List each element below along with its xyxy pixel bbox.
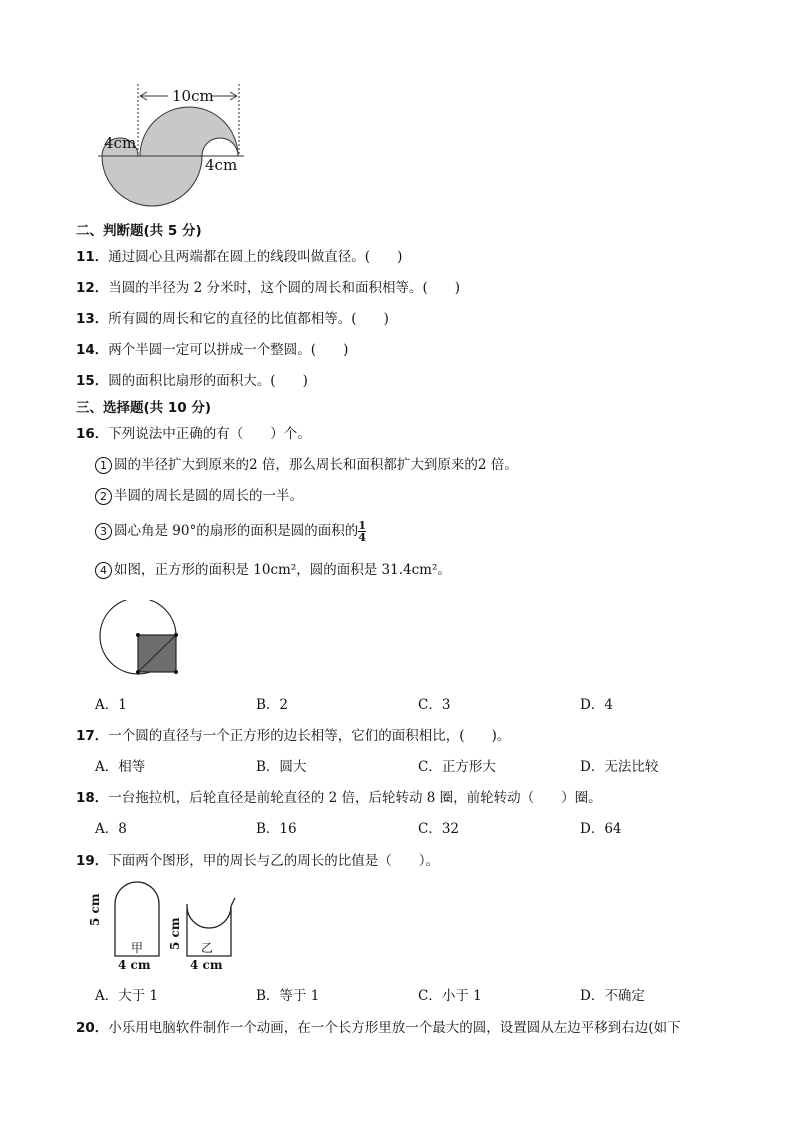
question-11 bbox=[76, 247, 402, 267]
q17-number: 17． bbox=[76, 728, 109, 744]
circle-square-figure bbox=[98, 600, 188, 678]
q16-s3-text: 圆心角是 90°的扇形的面积是圆的面积的 bbox=[114, 523, 359, 539]
q16-option-a[interactable]: A．1 bbox=[95, 697, 127, 713]
q18-text: 一台拖拉机，后轮直径是前轮直径的 2 倍，后轮转动 8 圈，前轮转动（ ）圈。 bbox=[108, 790, 602, 806]
fig1-left-label: 4cm bbox=[104, 134, 137, 152]
question-15 bbox=[76, 371, 308, 391]
q16-statement-4 bbox=[95, 560, 451, 580]
q19-option-d[interactable]: D．不确定 bbox=[580, 988, 645, 1004]
q12-text: 当圆的半径为 2 分米时，这个圆的周长和面积相等。( ) bbox=[108, 280, 461, 296]
shape-yi-base-label: 4 cm bbox=[190, 958, 223, 972]
circled-number-4: 4 bbox=[95, 562, 112, 579]
q16-number: 16． bbox=[76, 426, 109, 442]
shape-yi-label: 乙 bbox=[201, 941, 214, 955]
q16-s2-text: 半圆的周长是圆的周长的一半。 bbox=[114, 488, 303, 504]
q18-option-d[interactable]: D．64 bbox=[580, 821, 622, 837]
shape-yi-side-label: 5 cm bbox=[168, 917, 182, 950]
q16-option-b[interactable]: B．2 bbox=[256, 697, 289, 713]
q13-text: 所有圆的周长和它的直径的比值都相等。( ) bbox=[108, 311, 389, 327]
q16-s4-text: 如图，正方形的面积是 10cm²，圆的面积是 31.4cm²。 bbox=[114, 562, 451, 578]
question-17 bbox=[76, 726, 510, 746]
q17-text: 一个圆的直径与一个正方形的边长相等，它们的面积相比，( )。 bbox=[108, 728, 511, 744]
q13-number: 13． bbox=[76, 311, 109, 327]
fraction-numerator: 1 bbox=[358, 519, 367, 532]
q11-number: 11． bbox=[76, 249, 109, 265]
q16-text: 下列说法中正确的有（ ）个。 bbox=[108, 426, 311, 442]
q17-option-b[interactable]: B．圆大 bbox=[256, 759, 307, 775]
section-3-heading: 三、选择题(共 10 分) bbox=[76, 400, 212, 416]
question-14 bbox=[76, 340, 348, 360]
circled-number-3: 3 bbox=[95, 523, 112, 540]
question-20 bbox=[76, 1018, 681, 1038]
q18-option-b[interactable]: B．16 bbox=[256, 821, 297, 837]
q16-option-d[interactable]: D．4 bbox=[580, 697, 613, 713]
shape-jia-label: 甲 bbox=[131, 941, 144, 955]
q18-option-a[interactable]: A．8 bbox=[95, 821, 127, 837]
q16-s1-text: 圆的半径扩大到原来的2 倍，那么周长和面积都扩大到原来的2 倍。 bbox=[114, 457, 518, 473]
q19-option-a[interactable]: A．大于 1 bbox=[95, 988, 159, 1004]
fraction-one-quarter bbox=[358, 520, 366, 543]
q20-text: 小乐用电脑软件制作一个动画，在一个长方形里放一个最大的圆，设置圆从左边平移到右边(如下 bbox=[108, 1020, 681, 1036]
q17-option-c[interactable]: C．正方形大 bbox=[418, 759, 496, 775]
q16-option-c[interactable]: C．3 bbox=[418, 697, 451, 713]
q12-number: 12． bbox=[76, 280, 109, 296]
q16-statement-2 bbox=[95, 486, 303, 506]
shape-jia-base-label: 4 cm bbox=[118, 958, 151, 972]
q20-number: 20． bbox=[76, 1020, 109, 1036]
q14-number: 14． bbox=[76, 342, 109, 358]
question-19 bbox=[76, 851, 439, 871]
q17-option-a[interactable]: A．相等 bbox=[95, 759, 146, 775]
q16-statement-3 bbox=[95, 520, 366, 543]
question-16 bbox=[76, 424, 311, 444]
circled-number-2: 2 bbox=[95, 488, 112, 505]
shape-jia-side-label: 5 cm bbox=[88, 893, 102, 926]
question-12 bbox=[76, 278, 460, 298]
q14-text: 两个半圆一定可以拼成一个整圆。( ) bbox=[108, 342, 349, 358]
q19-text: 下面两个图形，甲的周长与乙的周长的比值是（ ）。 bbox=[108, 853, 440, 869]
circled-number-1: 1 bbox=[95, 457, 112, 474]
q11-text: 通过圆心且两端都在圆上的线段叫做直径。( ) bbox=[108, 249, 403, 265]
q18-number: 18． bbox=[76, 790, 109, 806]
q18-option-c[interactable]: C．32 bbox=[418, 821, 460, 837]
section-2-heading: 二、判断题(共 5 分) bbox=[76, 223, 202, 239]
q19-option-c[interactable]: C．小于 1 bbox=[418, 988, 482, 1004]
q17-option-d[interactable]: D．无法比较 bbox=[580, 759, 659, 775]
q15-number: 15． bbox=[76, 373, 109, 389]
fig1-right-label: 4cm bbox=[205, 156, 238, 174]
q16-statement-1 bbox=[95, 455, 518, 475]
q19-number: 19． bbox=[76, 853, 109, 869]
fraction-denominator: 4 bbox=[358, 531, 367, 544]
question-13 bbox=[76, 309, 389, 329]
fig1-top-label: 10cm bbox=[172, 87, 214, 105]
q19-option-b[interactable]: B．等于 1 bbox=[256, 988, 320, 1004]
question-18 bbox=[76, 788, 602, 808]
q15-text: 圆的面积比扇形的面积大。( ) bbox=[108, 373, 308, 389]
